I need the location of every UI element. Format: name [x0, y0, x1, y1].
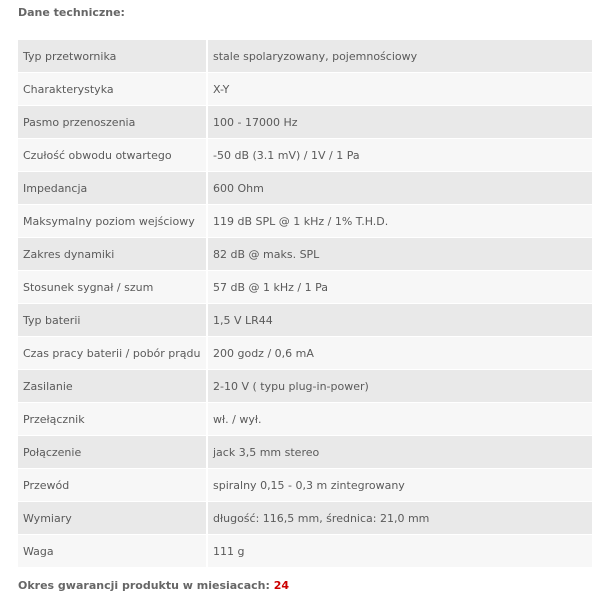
- spec-value: długość: 116,5 mm, średnica: 21,0 mm: [208, 502, 592, 535]
- spec-key: Waga: [18, 535, 208, 568]
- spec-key: Impedancja: [18, 172, 208, 205]
- spec-key: Typ baterii: [18, 304, 208, 337]
- table-row: [18, 403, 592, 436]
- spec-value: -50 dB (3.1 mV) / 1V / 1 Pa: [208, 139, 592, 172]
- spec-key: Wymiary: [18, 502, 208, 535]
- table-row: [18, 469, 592, 502]
- warranty-label: Okres gwarancji produktu w miesiacach:: [18, 579, 270, 592]
- spec-value: wł. / wył.: [208, 403, 592, 436]
- spec-key: Pasmo przenoszenia: [18, 106, 208, 139]
- table-row: [18, 106, 592, 139]
- table-row: [18, 172, 592, 205]
- warranty-months: 24: [273, 579, 290, 592]
- spec-key: Maksymalny poziom wejściowy: [18, 205, 208, 238]
- spec-value: 111 g: [208, 535, 592, 568]
- spec-value: spiralny 0,15 - 0,3 m zintegrowany: [208, 469, 592, 502]
- spec-value: 82 dB @ maks. SPL: [208, 238, 592, 271]
- spec-key: Zakres dynamiki: [18, 238, 208, 271]
- spec-value: jack 3,5 mm stereo: [208, 436, 592, 469]
- table-row: [18, 535, 592, 568]
- table-row: [18, 205, 592, 238]
- table-row: [18, 271, 592, 304]
- spec-key: Charakterystyka: [18, 73, 208, 106]
- spec-key: Czułość obwodu otwartego: [18, 139, 208, 172]
- spec-value: 600 Ohm: [208, 172, 592, 205]
- table-row: [18, 370, 592, 403]
- spec-key: Przewód: [18, 469, 208, 502]
- spec-value: 2-10 V ( typu plug-in-power): [208, 370, 592, 403]
- table-row: [18, 502, 592, 535]
- table-row: [18, 337, 592, 370]
- specs-table: [18, 40, 592, 568]
- spec-key: Przełącznik: [18, 403, 208, 436]
- table-row: [18, 304, 592, 337]
- spec-value: 100 - 17000 Hz: [208, 106, 592, 139]
- spec-key: Stosunek sygnał / szum: [18, 271, 208, 304]
- spec-value: 57 dB @ 1 kHz / 1 Pa: [208, 271, 592, 304]
- spec-key: Czas pracy baterii / pobór prądu: [18, 337, 208, 370]
- table-row: [18, 139, 592, 172]
- spec-key: Zasilanie: [18, 370, 208, 403]
- spec-key: Połączenie: [18, 436, 208, 469]
- spec-value: stale spolaryzowany, pojemnościowy: [208, 40, 592, 73]
- spec-value: 119 dB SPL @ 1 kHz / 1% T.H.D.: [208, 205, 592, 238]
- section-title: Dane techniczne:: [18, 6, 125, 19]
- spec-value: 200 godz / 0,6 mA: [208, 337, 592, 370]
- spec-key: Typ przetwornika: [18, 40, 208, 73]
- table-row: [18, 436, 592, 469]
- spec-value: 1,5 V LR44: [208, 304, 592, 337]
- table-row: [18, 40, 592, 73]
- table-row: [18, 238, 592, 271]
- table-row: [18, 73, 592, 106]
- spec-value: X-Y: [208, 73, 592, 106]
- warranty-line: [18, 579, 289, 592]
